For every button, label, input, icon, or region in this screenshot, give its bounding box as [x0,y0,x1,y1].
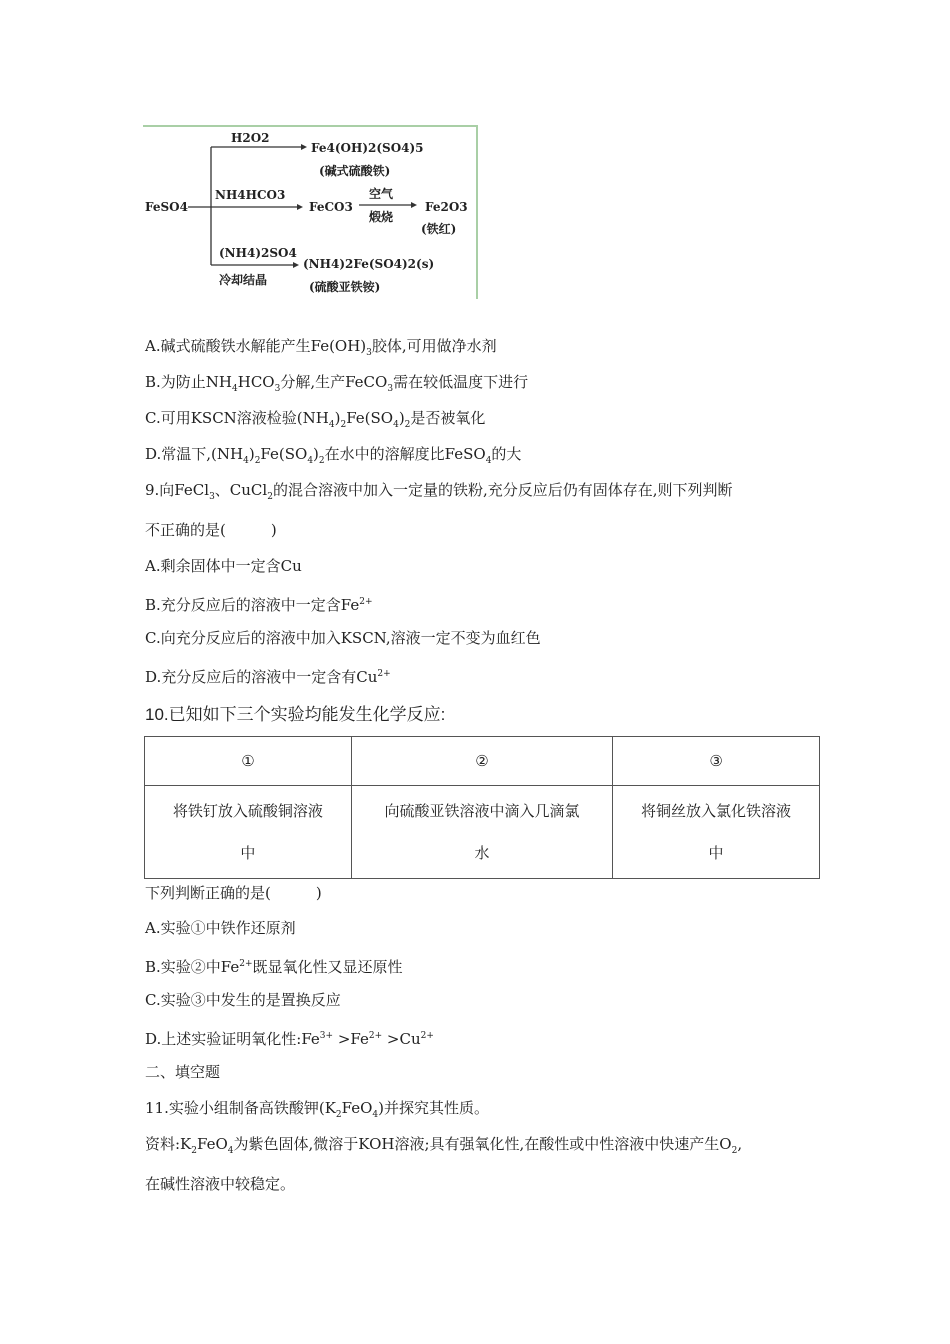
q10-prompt: 下列判断正确的是( ) [145,884,322,902]
branch3-condition: 冷却结晶 [219,273,268,287]
q11-material-line2: 在碱性溶液中较稳定。 [145,1175,296,1193]
q9-option-d: D.充分反应后的溶液中一定含有$Cu^{2+}$ [145,668,391,686]
table-header-row [145,737,820,786]
calcination-bottom: 煅烧 [369,210,394,224]
branch3-name: (硫酸亚铁铵) [309,280,381,294]
q9-option-a: A.剩余固体中一定含Cu [145,557,302,575]
branch3-product: (NH4)2Fe(SO4)2(s) [303,257,435,271]
q10-option-a: A.实验①中铁作还原剂 [145,919,296,937]
table-header-cell: ② [351,737,612,786]
table-header-cell: ① [145,737,352,786]
experiment-table [144,736,820,879]
q10-title: 10.已知如下三个实验均能发生化学反应: [145,705,446,724]
q8-option-b: B.为防止$NH_4HCO_3$分解,生产FeCO$_3$需在较低温度下进行 [145,373,529,394]
table-header-cell: ③ [613,737,820,786]
branch3-reagent: (NH4)2SO4 [219,246,297,260]
q9-option-b: B.充分反应后的溶液中一定含$Fe^{2+}$ [145,596,373,614]
branch2-final: Fe2O3 [425,200,468,214]
branch1-reagent: H2O2 [231,131,270,145]
reaction-flow-diagram [143,125,478,299]
q10-option-b: B.实验②中$Fe^{2+}$既显氧化性又显还原性 [145,958,403,976]
q8-option-a: A.碱式硫酸铁水解能产生$Fe(OH)_3$胶体,可用做净水剂 [145,337,497,358]
branch2-product: FeCO3 [309,200,353,214]
calcination-top: 空气 [369,187,394,201]
table-cell: 向硫酸亚铁溶液中滴入几滴氯 水 [351,786,612,879]
branch1-name: (碱式硫酸铁) [319,164,391,178]
q10-option-c: C.实验③中发生的是置换反应 [145,991,341,1009]
q8-option-d: D.常温下$,(NH_4)_2Fe(SO_4)_2$在水中的溶解度比FeSO$_4$的大 [145,445,522,466]
q9-stem-line2: 不正确的是( ) [145,521,277,539]
q11-stem: 11.实验小组制备高铁酸钾$(K_2FeO_4)$并探究其性质。 [145,1099,490,1120]
q10-option-d: D.上述实验证明氧化性$:Fe^{3+} >Fe^{2+} >Cu^{2+}$ [145,1030,434,1048]
table-cell: 将铁钉放入硫酸铜溶液 中 [145,786,352,879]
branch2-reagent: NH4HCO3 [215,188,286,202]
branch1-product: Fe4(OH)2(SO4)5 [311,141,424,155]
branch2-final-name: (铁红) [421,222,457,236]
q8-option-c: C.可用KSCN溶液检验$(NH_4)_2Fe(SO_4)_2$是否被氧化 [145,409,486,430]
q9-stem-line1: 9.向FeCl$_3$、CuCl$_2$的混合溶液中加入一定量的铁粉,充分反应后仍有固体存在,则下列判断 [145,481,733,502]
section-heading: 二、填空题 [145,1063,221,1081]
q11-material-line1: 资料$:K_2FeO_4$为紫色固体,微溶于KOH溶液;具有强氧化性,在酸性或中性溶液中快速产生$O_2$, [145,1135,743,1156]
q9-option-c: C.向充分反应后的溶液中加入KSCN,溶液一定不变为血红色 [145,629,541,647]
table-cell: 将铜丝放入氯化铁溶液 中 [613,786,820,879]
table-row [145,786,820,879]
diagram-start-label: FeSO4 [145,200,188,214]
